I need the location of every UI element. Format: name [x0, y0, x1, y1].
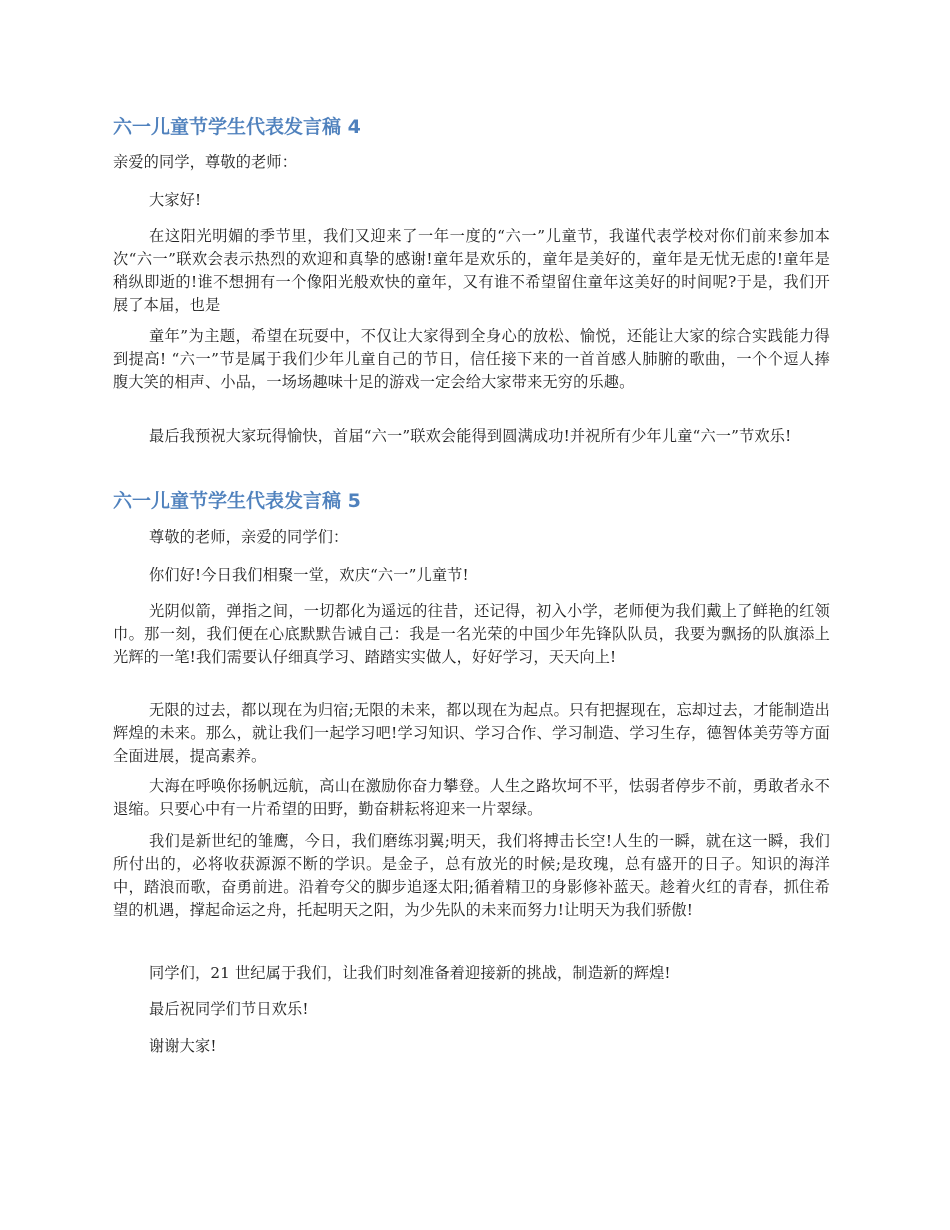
section-4-greeting: 大家好! — [149, 191, 202, 209]
section-5-paragraph-1: 光阴似箭，弹指之间，一切都化为遥远的往昔，还记得，初入小学，老师便为我们戴上了鲜艳的红领巾。那一刻，我们便在心底默默告诫自己：我是一名光荣的中国少年先锋队队员，我要为飘扬的队旗添上光辉的一笔!我们需要认仔细真学习、踏踏实实做人，好好学习，天天向上! — [113, 602, 830, 666]
section-5-paragraph-2: 无限的过去，都以现在为归宿;无限的未来，都以现在为起点。只有把握现在，忘却过去，才能制造出辉煌的未来。那么，就让我们一起学习吧!学习知识、学习合作、学习制造、学习生存，德智体美劳等方面全面进展，提高素养。 — [113, 701, 830, 765]
section-5-closing-wish: 最后祝同学们节日欢乐! — [149, 1000, 309, 1018]
section-5-thanks: 谢谢大家! — [149, 1037, 217, 1055]
section-5-salutation: 尊敬的老师，亲爱的同学们： — [149, 528, 349, 546]
section-5-title: 六一儿童节学生代表发言稿 5 — [113, 490, 361, 512]
section-4-salutation: 亲爱的同学，尊敬的老师： — [113, 153, 298, 171]
section-5-paragraph-3: 大海在呼唤你扬帆远航，高山在激励你奋力攀登。人生之路坎坷不平，怯弱者停步不前，勇敢者永不退缩。只要心中有一片希望的田野，勤奋耕耘将迎来一片翠绿。 — [113, 777, 830, 818]
section-4-paragraph-2: 童年”为主题，希望在玩耍中，不仅让大家得到全身心的放松、愉悦，还能让大家的综合实践能力得到提高! “六一”节是属于我们少年儿童自己的节日，信任接下来的一首首感人肺腑的歌曲，一个个逗人捧腹大笑的相声、小品，一场场趣味十足的游戏一定会给大家带来无穷的乐趣。 — [113, 327, 830, 391]
section-5-paragraph-5: 同学们，21 世纪属于我们，让我们时刻准备着迎接新的挑战，制造新的辉煌! — [149, 964, 671, 982]
section-4-paragraph-1: 在这阳光明媚的季节里，我们又迎来了一年一度的“六一”儿童节，我谨代表学校对你们前来参加本次“六一”联欢会表示热烈的欢迎和真挚的感谢!童年是欢乐的，童年是美好的，童年是无忧无虑的!童年是稍纵即逝的!谁不想拥有一个像阳光般欢快的童年，又有谁不希望留住童年这美好的时间呢?于是，我们开展了本届，也是 — [113, 227, 830, 314]
section-5-paragraph-4: 我们是新世纪的雏鹰，今日，我们磨练羽翼;明天，我们将搏击长空!人生的一瞬，就在这一瞬，我们所付出的，必将收获源源不断的学识。是金子，总有放光的时候;是玫瑰，总有盛开的日子。知识的海洋中，踏浪而歌，奋勇前进。沿着夸父的脚步追逐太阳;循着精卫的身影修补蓝天。趁着火红的青春，抓住希望的机遇，撑起命运之舟，托起明天之阳，为少先队的未来而努力!让明天为我们骄傲! — [113, 832, 830, 919]
section-4-paragraph-3: 最后我预祝大家玩得愉快，首届“六一”联欢会能得到圆满成功!并祝所有少年儿童“六一”节欢乐! — [149, 427, 792, 445]
section-5-greeting: 你们好!今日我们相聚一堂，欢庆“六一”儿童节! — [149, 566, 469, 584]
section-4-title: 六一儿童节学生代表发言稿 4 — [113, 116, 361, 138]
